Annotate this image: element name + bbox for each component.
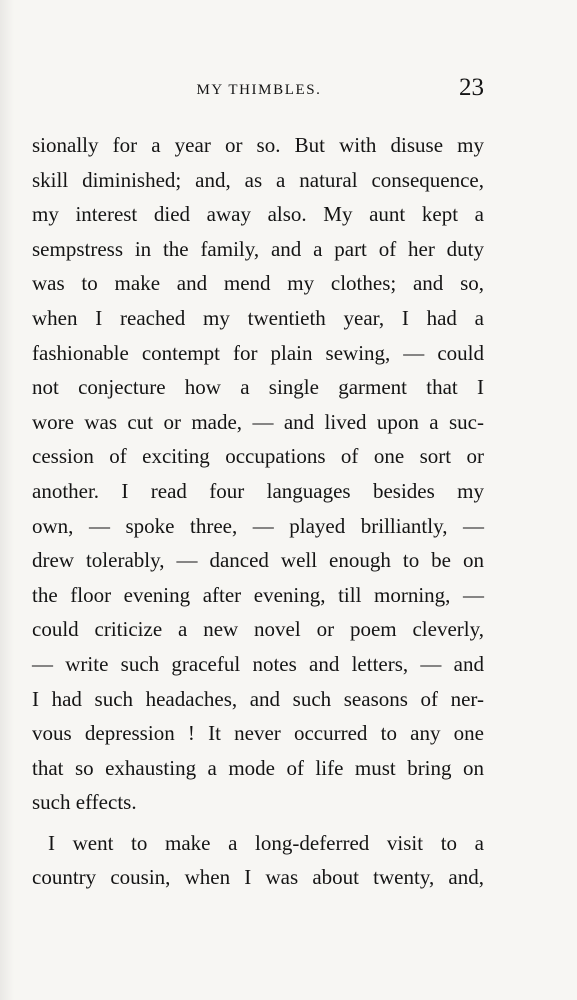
text-line: when I reached my twentieth year, I had a bbox=[32, 305, 484, 330]
text-line: that so exhausting a mode of life must bring on bbox=[32, 755, 484, 780]
paragraph bbox=[32, 826, 484, 895]
text-line: country cousin, when I was about twenty, and, bbox=[32, 865, 484, 890]
body-text bbox=[32, 128, 484, 895]
text-line: could criticize a new novel or poem cleverly, bbox=[32, 617, 484, 642]
text-line: was to make and mend my clothes; and so, bbox=[32, 271, 484, 296]
page-number: 23 bbox=[459, 74, 484, 101]
paragraph bbox=[32, 128, 484, 820]
text-line: skill diminished; and, as a natural consequence, bbox=[32, 167, 484, 192]
text-line: another. I read four languages besides my bbox=[32, 478, 484, 503]
text-line: I went to make a long-deferred visit to a bbox=[48, 830, 484, 855]
text-line: not conjecture how a single garment that I bbox=[32, 375, 484, 400]
text-line: I had such headaches, and such seasons of ner- bbox=[32, 686, 484, 711]
text-line: vous depression ! It never occurred to any one bbox=[32, 721, 484, 746]
text-line: — write such graceful notes and letters, — and bbox=[32, 651, 484, 676]
text-line: the floor evening after evening, till morning, — bbox=[32, 582, 484, 607]
running-title: MY THIMBLES. bbox=[196, 82, 322, 98]
text-line: drew tolerably, — danced well enough to be on bbox=[32, 548, 484, 573]
text-line: fashionable contempt for plain sewing, — could bbox=[32, 340, 484, 365]
page-header bbox=[30, 72, 488, 106]
text-line: own, — spoke three, — played brilliantly, — bbox=[32, 513, 484, 538]
text-line: sempstress in the family, and a part of her duty bbox=[32, 236, 484, 261]
text-line: such effects. bbox=[32, 790, 137, 815]
text-line: my interest died away also. My aunt kept a bbox=[32, 202, 484, 227]
text-line: wore was cut or made, — and lived upon a suc- bbox=[32, 409, 484, 434]
text-line: cession of exciting occupations of one sort or bbox=[32, 444, 484, 469]
text-line: sionally for a year or so. But with disuse my bbox=[32, 133, 484, 157]
